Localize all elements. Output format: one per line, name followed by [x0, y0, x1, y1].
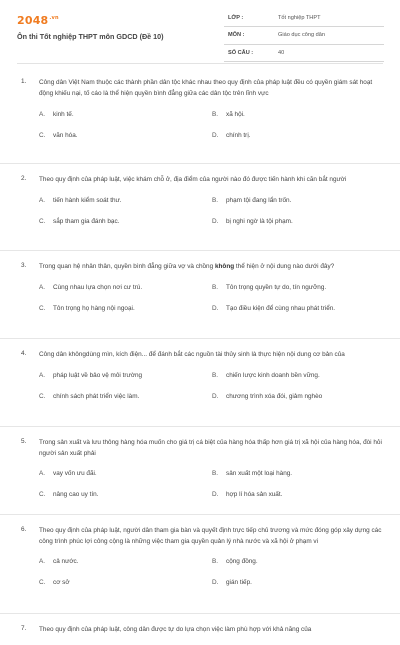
meta-key: LỚP :: [228, 15, 244, 22]
option-letter: A.: [39, 111, 46, 119]
question-text-part: Trong quan hệ nhân thân, quyền bình đẳng giữa vợ và chồng: [39, 263, 215, 270]
question-number: 7.: [21, 625, 27, 632]
answer-option[interactable]: [212, 190, 385, 211]
question-text: Theo quy định của pháp luật, công dân được tự do lựa chọn việc làm phù hợp với khả năng của: [39, 626, 312, 633]
question-item: [0, 164, 400, 251]
question-number: 1.: [21, 78, 27, 85]
option-text: Tôn trọng họ hàng nội ngoại.: [53, 304, 135, 312]
question-list: [0, 78, 400, 645]
answer-options: [39, 277, 383, 319]
answer-option[interactable]: [212, 484, 385, 505]
option-text: nâng cao uy tín.: [53, 491, 99, 499]
answer-option[interactable]: [212, 386, 385, 407]
option-text: vay vốn ưu đãi.: [53, 470, 97, 478]
option-letter: D.: [212, 491, 219, 499]
option-letter: C.: [39, 491, 46, 499]
meta-value: 40: [278, 49, 285, 56]
question-text: Theo quy định của pháp luật, việc khám chỗ ở, địa điểm của người nào đó được tiến hành khi căn bắt người: [39, 176, 347, 183]
option-letter: B.: [212, 470, 219, 478]
answer-option[interactable]: [39, 386, 212, 407]
option-letter: B.: [212, 558, 219, 566]
option-text: chiến lược kinh doanh bền vững.: [226, 371, 320, 379]
option-letter: C.: [39, 132, 46, 140]
question-number: 6.: [21, 526, 27, 533]
option-text: chính trị.: [226, 132, 251, 140]
option-text: cả nước.: [53, 558, 79, 566]
option-letter: B.: [212, 283, 219, 291]
option-letter: D.: [212, 392, 219, 400]
answer-options: [39, 463, 383, 505]
option-text: Cùng nhau lựa chọn nơi cư trú.: [53, 283, 143, 291]
option-text: sắp tham gia đánh bạc.: [53, 217, 120, 225]
option-text: chính sách phát triển việc làm.: [53, 392, 140, 400]
question-item: [0, 251, 400, 339]
question-number: 4.: [21, 350, 27, 357]
answer-option[interactable]: [212, 211, 385, 232]
answer-option[interactable]: [39, 463, 212, 484]
option-letter: A.: [39, 470, 46, 478]
answer-option[interactable]: [212, 125, 385, 146]
option-text: cộng đồng.: [226, 558, 258, 566]
answer-option[interactable]: [39, 211, 212, 232]
answer-option[interactable]: [212, 298, 385, 319]
meta-value: Tốt nghiệp THPT: [278, 15, 321, 22]
option-text: chương trình xóa đói, giảm nghèo: [226, 392, 323, 400]
option-text: bị nghi ngờ là tội phạm.: [226, 217, 293, 225]
question-item: [0, 339, 400, 427]
answer-option[interactable]: [39, 484, 212, 505]
meta-row-subject: [224, 27, 384, 44]
option-letter: B.: [212, 111, 219, 119]
option-letter: B.: [212, 196, 219, 204]
option-text: hợp lí hóa sản xuất.: [226, 491, 283, 499]
answer-option[interactable]: [212, 551, 385, 572]
option-text: Tạo điều kiện để cùng nhau phát triển.: [226, 304, 336, 312]
answer-option[interactable]: [39, 190, 212, 211]
question-item: [0, 78, 400, 164]
answer-option[interactable]: [39, 125, 212, 146]
option-letter: D.: [212, 304, 219, 312]
answer-option[interactable]: [39, 551, 212, 572]
meta-row-question-count: [224, 45, 384, 62]
question-number: 5.: [21, 438, 27, 445]
option-letter: C.: [39, 579, 46, 587]
question-text: [39, 262, 383, 273]
question-item: [0, 515, 400, 614]
meta-row-class: [224, 10, 384, 27]
option-text: Tôn trọng quyền tự do, tín ngưỡng.: [226, 283, 327, 291]
question-text: Trong sản xuất và lưu thông hàng hóa muốn cho giá trị cá biệt của hàng hóa thấp hơn giá trị xã hội của hàng hóa, đòi hỏi người sản xuất phải: [39, 439, 382, 457]
answer-option[interactable]: [212, 572, 385, 593]
answer-options: [39, 365, 383, 407]
answer-options: [39, 104, 383, 146]
option-letter: C.: [39, 304, 46, 312]
option-text: pháp luật về bảo vệ môi trường: [53, 371, 143, 379]
option-text: sản xuất một loại hàng.: [226, 470, 293, 478]
option-letter: D.: [212, 579, 219, 587]
answer-option[interactable]: [39, 277, 212, 298]
answer-options: [39, 551, 383, 593]
answer-option[interactable]: [212, 365, 385, 386]
question-item: [0, 427, 400, 515]
option-text: văn hóa.: [53, 132, 78, 140]
question-text: Theo quy định của pháp luật, người dân tham gia bàn và quyết định trực tiếp chủ trương và mức đóng góp xây dựng các công trình phúc lợi công cộng là những việc tham gia quyền quản lý nhà nước và xã hội ở phạm vi: [39, 527, 382, 545]
option-letter: A.: [39, 283, 46, 291]
question-text-part: thể hiện ở nội dung nào dưới đây?: [234, 263, 335, 270]
logo-text: 2048: [17, 14, 49, 27]
option-text: cơ sở: [53, 579, 70, 587]
option-letter: D.: [212, 217, 219, 225]
meta-key: MÔN :: [228, 32, 245, 39]
answer-option[interactable]: [39, 365, 212, 386]
meta-key: SỐ CÂU :: [228, 49, 254, 56]
option-letter: D.: [212, 132, 219, 140]
option-letter: A.: [39, 558, 46, 566]
option-text: xã hội.: [226, 111, 245, 119]
question-number: 3.: [21, 262, 27, 269]
answer-option[interactable]: [39, 298, 212, 319]
option-text: phạm tội đang lẩn trốn.: [226, 196, 292, 204]
site-logo[interactable]: [17, 14, 59, 27]
answer-option[interactable]: [212, 277, 385, 298]
exam-title: Ôn thi Tốt nghiệp THPT môn GDCD (Đề 10): [17, 32, 164, 41]
option-letter: C.: [39, 217, 46, 225]
header-divider: [17, 63, 383, 64]
option-text: gián tiếp.: [226, 579, 252, 587]
exam-meta-table: [224, 10, 384, 62]
option-letter: B.: [212, 371, 219, 379]
option-text: kinh tế.: [53, 111, 74, 119]
answer-option[interactable]: [212, 463, 385, 484]
answer-option[interactable]: [39, 572, 212, 593]
logo-suffix: .vn: [49, 15, 59, 22]
question-text: Công dân Việt Nam thuộc các thành phần dân tộc khác nhau theo quy định của pháp luật đều có quyền giám sát hoạt động khiếu nại, tố cáo là thể hiện quyền bình đẳng giữa các dân tộc trên lĩnh vực: [39, 79, 373, 97]
answer-option[interactable]: [212, 104, 385, 125]
option-letter: A.: [39, 371, 46, 379]
question-text-emphasis: không: [214, 263, 235, 270]
meta-value: Giáo dục công dân: [278, 32, 325, 39]
answer-option[interactable]: [39, 104, 212, 125]
question-text: Công dân khôngdùng mìn, kích điện... để đánh bắt các nguồn tài thủy sinh là thực hiện nội dung cơ bản của: [39, 351, 345, 358]
option-letter: A.: [39, 196, 46, 204]
question-item: [0, 614, 400, 645]
option-text: tiến hành kiểm soát thư.: [53, 196, 122, 204]
answer-options: [39, 190, 383, 232]
question-number: 2.: [21, 175, 27, 182]
option-letter: C.: [39, 392, 46, 400]
